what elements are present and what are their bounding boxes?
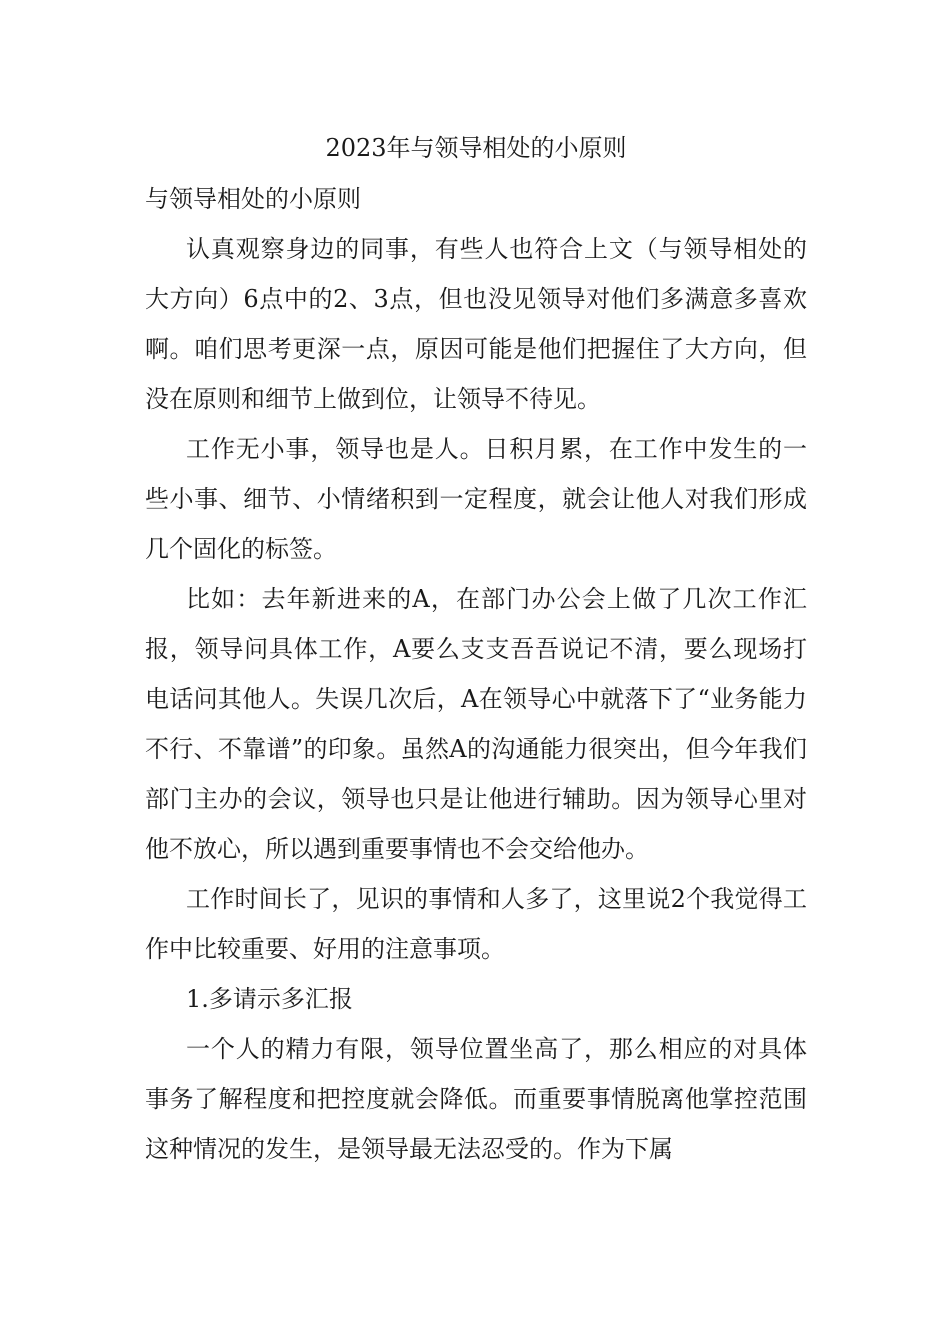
list-heading-report-often: 1.多请示多汇报 [186,985,353,1013]
paragraph-tips-intro: 工作时间长了，见识的事情和人多了，这里说2个我觉得工作中比较重要、好用的注意事项。 [145,885,807,963]
paragraph-example: 比如：去年新进来的A，在部门办公会上做了几次工作汇报，领导问具体工作，A要么支支吾吾说记不清，要么现场打电话问其他人。失误几次后，A在领导心中就落下了“业务能力不行、不靠谱”的印象。虽然A的沟通能力很突出，但今年我们部门主办的会议，领导也只是让他进行辅助。因为领导心里对他不放心，所以遇到重要事情也不会交给他办。 [145,585,807,863]
paragraph-observation: 认真观察身边的同事，有些人也符合上文（与领导相处的大方向）6点中的2、3点，但也没见领导对他们多满意多喜欢啊。咱们思考更深一点，原因可能是他们把握住了大方向，但没在原则和细节上做到位，让领导不待见。 [145,235,807,413]
document-body [145,128,807,1174]
section-heading: 与领导相处的小原则 [145,185,361,213]
paragraph-no-small-things: 工作无小事，领导也是人。日积月累，在工作中发生的一些小事、细节、小情绪积到一定程度，就会让他人对我们形成几个固化的标签。 [145,435,807,563]
paragraph-limited-energy: 一个人的精力有限，领导位置坐高了，那么相应的对具体事务了解程度和把控度就会降低。而重要事情脱离他掌控范围这种情况的发生，是领导最无法忍受的。作为下属 [145,1035,807,1163]
document-title: 2023年与领导相处的小原则 [325,134,627,162]
